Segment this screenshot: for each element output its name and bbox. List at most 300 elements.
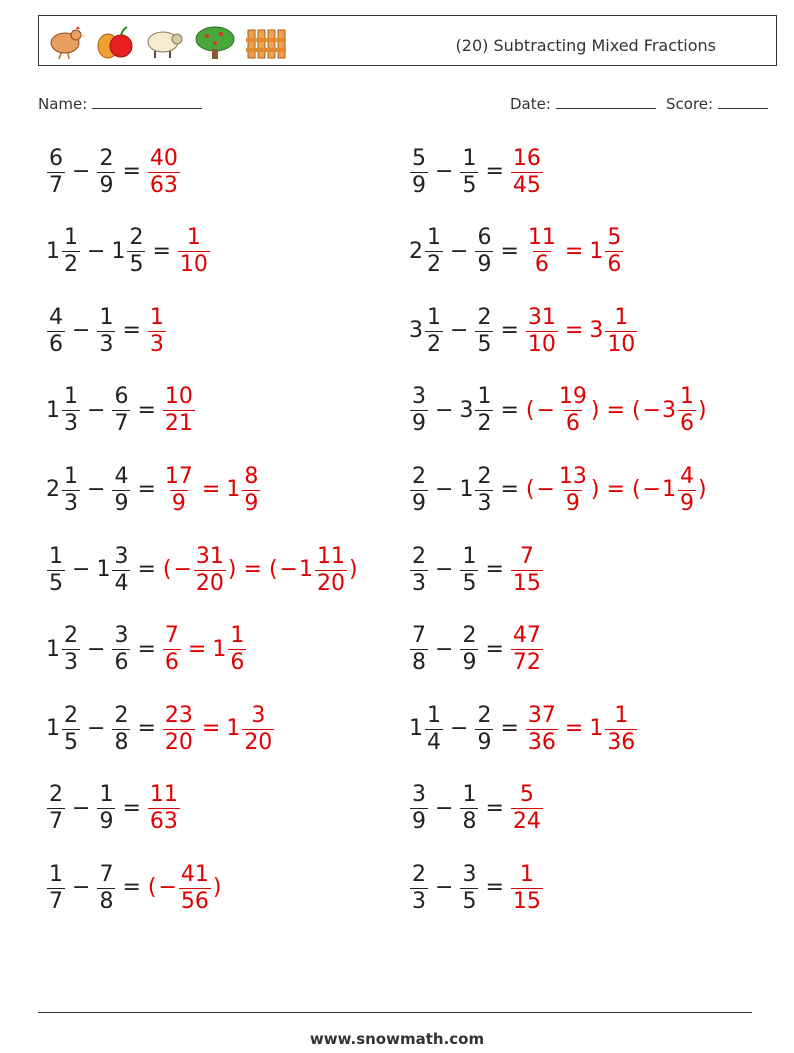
- denominator: 9: [412, 809, 426, 835]
- answer: [147, 861, 223, 914]
- mixed-number: [459, 625, 479, 674]
- mixed-number: [46, 861, 66, 914]
- minus-sign: −: [87, 238, 106, 264]
- mixed-number: [46, 625, 81, 674]
- numerator: 16: [512, 145, 541, 171]
- whole-part: 3: [409, 318, 423, 344]
- mixed-number: [409, 386, 429, 435]
- fraction: [678, 386, 696, 435]
- numerator: 17: [164, 463, 193, 489]
- denominator: 5: [462, 570, 477, 596]
- whole-part: 1: [46, 636, 60, 662]
- denominator: 9: [412, 490, 426, 516]
- mixed-number: [298, 543, 348, 596]
- numerator: 1: [462, 543, 477, 569]
- equals-sign: =: [187, 636, 207, 662]
- fraction: [163, 702, 195, 755]
- whole-part: 1: [298, 557, 313, 582]
- mixed-number: [46, 227, 81, 276]
- mixed-number: [111, 463, 131, 516]
- date-field: [510, 94, 656, 113]
- numerator: 11: [149, 782, 178, 808]
- problem-18: [409, 779, 544, 839]
- problem-15: [46, 699, 275, 759]
- fraction: [148, 784, 180, 833]
- equals-sign: =: [606, 397, 625, 423]
- minus-sign: −: [72, 318, 91, 344]
- minus-sign: −: [435, 557, 454, 582]
- fraction: [460, 145, 478, 198]
- numerator: 1: [462, 782, 477, 808]
- equals-sign: =: [485, 159, 504, 184]
- equals-sign: =: [564, 716, 584, 742]
- mixed-number: [96, 145, 116, 198]
- denominator: 3: [64, 650, 78, 676]
- numerator: 1: [614, 702, 629, 728]
- equals-sign: =: [137, 397, 156, 423]
- fraction: [475, 463, 493, 516]
- whole-part: 1: [111, 238, 126, 264]
- fraction: [62, 227, 80, 276]
- fraction: [127, 227, 145, 276]
- answer: [510, 145, 544, 198]
- fraction: [47, 304, 65, 357]
- mixed-number: [226, 702, 275, 755]
- fraction: [148, 145, 180, 198]
- numerator: 13: [558, 463, 587, 489]
- header-icons: [43, 23, 287, 61]
- fraction: [179, 861, 211, 914]
- fraction: [163, 463, 195, 516]
- score-label: Score:: [666, 95, 714, 113]
- fraction: [112, 463, 130, 516]
- denominator: 36: [527, 729, 556, 755]
- mixed-number: [162, 625, 182, 674]
- fraction: [425, 227, 443, 276]
- fraction: [112, 386, 130, 435]
- numerator: 40: [149, 145, 178, 171]
- fraction: [605, 304, 637, 357]
- equals-sign: =: [152, 238, 171, 264]
- whole-part: 1: [46, 397, 60, 423]
- numerator: 2: [99, 145, 114, 171]
- denominator: 20: [195, 570, 224, 596]
- fraction: [112, 702, 130, 755]
- mixed-number: [111, 625, 131, 674]
- mixed-number: [409, 625, 429, 674]
- denominator: 9: [171, 490, 186, 516]
- whole-part: 3: [661, 397, 676, 423]
- minus-sign: −: [87, 636, 106, 662]
- numerator: 2: [64, 623, 78, 649]
- denominator: 9: [99, 172, 114, 198]
- minus-sign: −: [450, 716, 469, 742]
- mixed-number: [147, 145, 181, 198]
- fraction: [228, 625, 246, 674]
- numerator: 41: [180, 861, 209, 887]
- mixed-number: [510, 543, 544, 596]
- mixed-number: [510, 784, 544, 833]
- numerator: 1: [230, 623, 245, 649]
- fraction: [112, 543, 130, 596]
- equals-sign: =: [485, 795, 504, 821]
- fraction: [475, 702, 493, 755]
- mixed-number: [96, 861, 116, 914]
- denominator: 5: [477, 331, 492, 357]
- mixed-number: [459, 861, 479, 914]
- fraction: [178, 227, 210, 276]
- denominator: 6: [534, 252, 549, 278]
- denominator: 5: [49, 570, 63, 596]
- mixed-number: [459, 463, 494, 516]
- numerator: 5: [519, 782, 534, 808]
- fraction: [47, 543, 65, 596]
- denominator: 4: [427, 729, 441, 755]
- numerator: 7: [412, 623, 426, 649]
- denominator: 72: [512, 650, 541, 676]
- whole-part: 1: [46, 238, 60, 264]
- problem-14: [409, 620, 544, 680]
- mixed-number: [459, 543, 479, 596]
- mixed-number: [226, 463, 261, 516]
- equals-sign: =: [137, 557, 156, 582]
- numerator: 2: [477, 702, 492, 728]
- numerator: 3: [412, 384, 426, 410]
- denominator: 3: [64, 411, 78, 437]
- mixed-number: [589, 304, 638, 357]
- answer: [525, 702, 638, 755]
- mixed-number: [510, 625, 544, 674]
- worksheet-title: (20) Subtracting Mixed Fractions: [455, 36, 716, 55]
- fraction: [163, 625, 181, 674]
- mixed-number: [162, 386, 196, 435]
- close-paren: ): [590, 397, 600, 423]
- fraction: [511, 625, 543, 674]
- numerator: 1: [427, 702, 441, 728]
- fraction: [475, 227, 493, 276]
- answer: [510, 784, 544, 833]
- problem-8: [409, 381, 708, 441]
- fraction: [460, 861, 478, 914]
- answer: [162, 625, 247, 674]
- minus-sign: −: [435, 875, 454, 901]
- minus-sign: −: [435, 397, 454, 423]
- mixed-number: [556, 386, 590, 435]
- denominator: 2: [427, 331, 441, 357]
- numerator: 2: [412, 463, 426, 489]
- whole-part: 1: [589, 238, 604, 264]
- minus-sign: −: [72, 875, 91, 901]
- numerator: 6: [49, 145, 63, 171]
- open-paren: (: [525, 397, 535, 423]
- denominator: 15: [512, 888, 541, 914]
- fraction: [194, 543, 226, 596]
- numerator: 4: [679, 463, 694, 489]
- denominator: 5: [129, 252, 144, 278]
- numerator: 5: [412, 145, 426, 171]
- chicken-icon: [43, 24, 87, 60]
- minus-sign: −: [87, 716, 106, 742]
- equals-sign: =: [201, 716, 221, 742]
- mixed-number: [96, 304, 116, 357]
- answer: [525, 463, 708, 516]
- mixed-number: [525, 227, 559, 276]
- minus-sign: −: [72, 795, 91, 821]
- negative-sign: −: [158, 875, 177, 901]
- numerator: 2: [477, 463, 492, 489]
- minus-sign: −: [435, 159, 454, 184]
- denominator: 5: [462, 172, 477, 198]
- problem-10: [409, 460, 708, 520]
- numerator: 3: [412, 782, 426, 808]
- fraction: [62, 463, 80, 516]
- worksheet-header: [38, 15, 777, 66]
- denominator: 6: [49, 331, 63, 357]
- denominator: 9: [244, 490, 259, 516]
- equals-sign: =: [500, 318, 519, 344]
- denominator: 3: [412, 888, 426, 914]
- whole-part: 1: [589, 716, 604, 742]
- mixed-number: [162, 702, 196, 755]
- numerator: 3: [114, 623, 129, 649]
- numerator: 10: [164, 384, 193, 410]
- numerator: 1: [427, 225, 441, 251]
- mixed-number: [474, 227, 494, 276]
- numerator: 11: [527, 225, 556, 251]
- mixed-number: [147, 304, 167, 357]
- fraction: [605, 227, 623, 276]
- mixed-number: [409, 861, 429, 914]
- fraction: [475, 386, 493, 435]
- footer-divider: [38, 1012, 752, 1013]
- denominator: 3: [149, 331, 164, 357]
- fraction: [557, 386, 589, 435]
- fraction: [410, 145, 428, 198]
- numerator: 7: [164, 623, 179, 649]
- denominator: 3: [99, 331, 114, 357]
- fraction: [526, 304, 558, 357]
- fraction: [62, 625, 80, 674]
- equals-sign: =: [500, 397, 519, 423]
- denominator: 7: [114, 411, 129, 437]
- equals-sign: =: [122, 318, 141, 344]
- mixed-number: [589, 702, 638, 755]
- date-blank: [556, 94, 656, 109]
- mixed-number: [474, 304, 494, 357]
- answer: [162, 463, 261, 516]
- denominator: 6: [164, 650, 179, 676]
- denominator: 24: [512, 809, 541, 835]
- problem-19: [46, 858, 223, 918]
- name-blank: [92, 94, 202, 109]
- numerator: 23: [164, 702, 193, 728]
- negative-sign: −: [642, 397, 661, 423]
- equals-sign: =: [243, 557, 262, 582]
- minus-sign: −: [87, 477, 106, 503]
- answer: [147, 304, 167, 357]
- fraction: [97, 784, 115, 833]
- fraction: [47, 861, 65, 914]
- fraction: [410, 784, 428, 833]
- numerator: 2: [114, 702, 129, 728]
- equals-sign: =: [137, 636, 156, 662]
- equals-sign: =: [606, 477, 625, 503]
- numerator: 1: [64, 225, 78, 251]
- numerator: 19: [558, 384, 587, 410]
- mixed-number: [111, 227, 146, 276]
- mixed-number: [459, 784, 479, 833]
- denominator: 6: [679, 411, 694, 437]
- numerator: 2: [129, 225, 144, 251]
- numerator: 37: [527, 702, 556, 728]
- negative-sign: −: [173, 557, 192, 582]
- date-label: Date:: [510, 95, 551, 113]
- denominator: 7: [49, 809, 63, 835]
- fraction: [410, 463, 428, 516]
- denominator: 21: [164, 411, 193, 437]
- fraction: [526, 227, 558, 276]
- whole-part: 3: [589, 318, 604, 344]
- answer: [510, 543, 544, 596]
- problem-2: [409, 142, 544, 202]
- mixed-number: [662, 386, 697, 435]
- mixed-number: [46, 463, 81, 516]
- mixed-number: [474, 702, 494, 755]
- fraction: [97, 304, 115, 357]
- name-field: [38, 94, 202, 113]
- problem-12: [409, 540, 544, 600]
- denominator: 9: [679, 490, 694, 516]
- numerator: 7: [99, 861, 114, 887]
- answer: [147, 145, 181, 198]
- mixed-number: [525, 702, 559, 755]
- answer: [525, 386, 708, 435]
- denominator: 5: [64, 729, 78, 755]
- mixed-number: [162, 463, 196, 516]
- open-paren: (: [631, 477, 641, 503]
- mixed-number: [409, 543, 429, 596]
- negative-sign: −: [536, 477, 555, 503]
- problem-20: [409, 858, 544, 918]
- fraction: [410, 543, 428, 596]
- minus-sign: −: [72, 557, 91, 582]
- denominator: 9: [99, 809, 114, 835]
- denominator: 9: [114, 490, 129, 516]
- denominator: 20: [164, 729, 193, 755]
- problem-5: [46, 301, 167, 361]
- fraction: [460, 543, 478, 596]
- denominator: 3: [412, 570, 426, 596]
- denominator: 9: [412, 411, 426, 437]
- whole-part: 1: [96, 557, 111, 582]
- denominator: 6: [230, 650, 245, 676]
- denominator: 7: [49, 172, 63, 198]
- denominator: 8: [462, 809, 477, 835]
- denominator: 9: [462, 650, 477, 676]
- fraction: [605, 702, 637, 755]
- denominator: 63: [149, 809, 178, 835]
- numerator: 2: [64, 702, 78, 728]
- denominator: 36: [607, 729, 636, 755]
- answer: [525, 227, 624, 276]
- fraction: [475, 304, 493, 357]
- fraction: [242, 463, 260, 516]
- open-paren: (: [147, 875, 157, 901]
- open-paren: (: [631, 397, 641, 423]
- close-paren: ): [590, 477, 600, 503]
- answer: [510, 625, 544, 674]
- whole-part: 3: [459, 397, 474, 423]
- answer: [162, 702, 275, 755]
- minus-sign: −: [435, 636, 454, 662]
- minus-sign: −: [435, 795, 454, 821]
- mixed-number: [661, 463, 697, 516]
- answer: [147, 784, 181, 833]
- problem-17: [46, 779, 181, 839]
- denominator: 3: [64, 490, 78, 516]
- fraction: [97, 145, 115, 198]
- mixed-number: [96, 784, 116, 833]
- close-paren: ): [697, 397, 707, 423]
- fraction: [62, 702, 80, 755]
- equals-sign: =: [500, 477, 519, 503]
- mixed-number: [409, 304, 444, 357]
- whole-part: 2: [46, 477, 60, 503]
- open-paren: (: [268, 557, 278, 582]
- equals-sign: =: [564, 318, 584, 344]
- mixed-number: [46, 543, 66, 596]
- fraction: [410, 625, 428, 674]
- problem-4: [409, 222, 624, 282]
- denominator: 8: [99, 888, 114, 914]
- numerator: 1: [49, 861, 63, 887]
- equals-sign: =: [500, 716, 519, 742]
- numerator: 31: [527, 304, 556, 330]
- mixed-number: [409, 227, 444, 276]
- sheep-icon: [143, 24, 185, 60]
- fraction: [511, 145, 543, 198]
- minus-sign: −: [87, 397, 106, 423]
- fraction: [526, 702, 558, 755]
- open-paren: (: [162, 557, 172, 582]
- mixed-number: [212, 625, 247, 674]
- mixed-number: [147, 784, 181, 833]
- mixed-number: [459, 386, 494, 435]
- problem-16: [409, 699, 638, 759]
- problem-1: [46, 142, 181, 202]
- numerator: 7: [519, 543, 534, 569]
- numerator: 3: [251, 702, 266, 728]
- mixed-number: [589, 227, 624, 276]
- equals-sign: =: [485, 875, 504, 901]
- score-blank: [718, 94, 768, 109]
- numerator: 31: [195, 543, 224, 569]
- denominator: 15: [512, 570, 541, 596]
- denominator: 8: [412, 650, 426, 676]
- mixed-number: [178, 861, 212, 914]
- numerator: 2: [477, 304, 492, 330]
- fraction: [511, 543, 543, 596]
- numerator: 1: [99, 782, 114, 808]
- numerator: 1: [462, 145, 477, 171]
- denominator: 6: [565, 411, 580, 437]
- fraction: [425, 702, 443, 755]
- denominator: 8: [114, 729, 129, 755]
- equals-sign: =: [485, 557, 504, 582]
- fraction: [460, 625, 478, 674]
- problem-6: [409, 301, 638, 361]
- equals-sign: =: [201, 477, 221, 503]
